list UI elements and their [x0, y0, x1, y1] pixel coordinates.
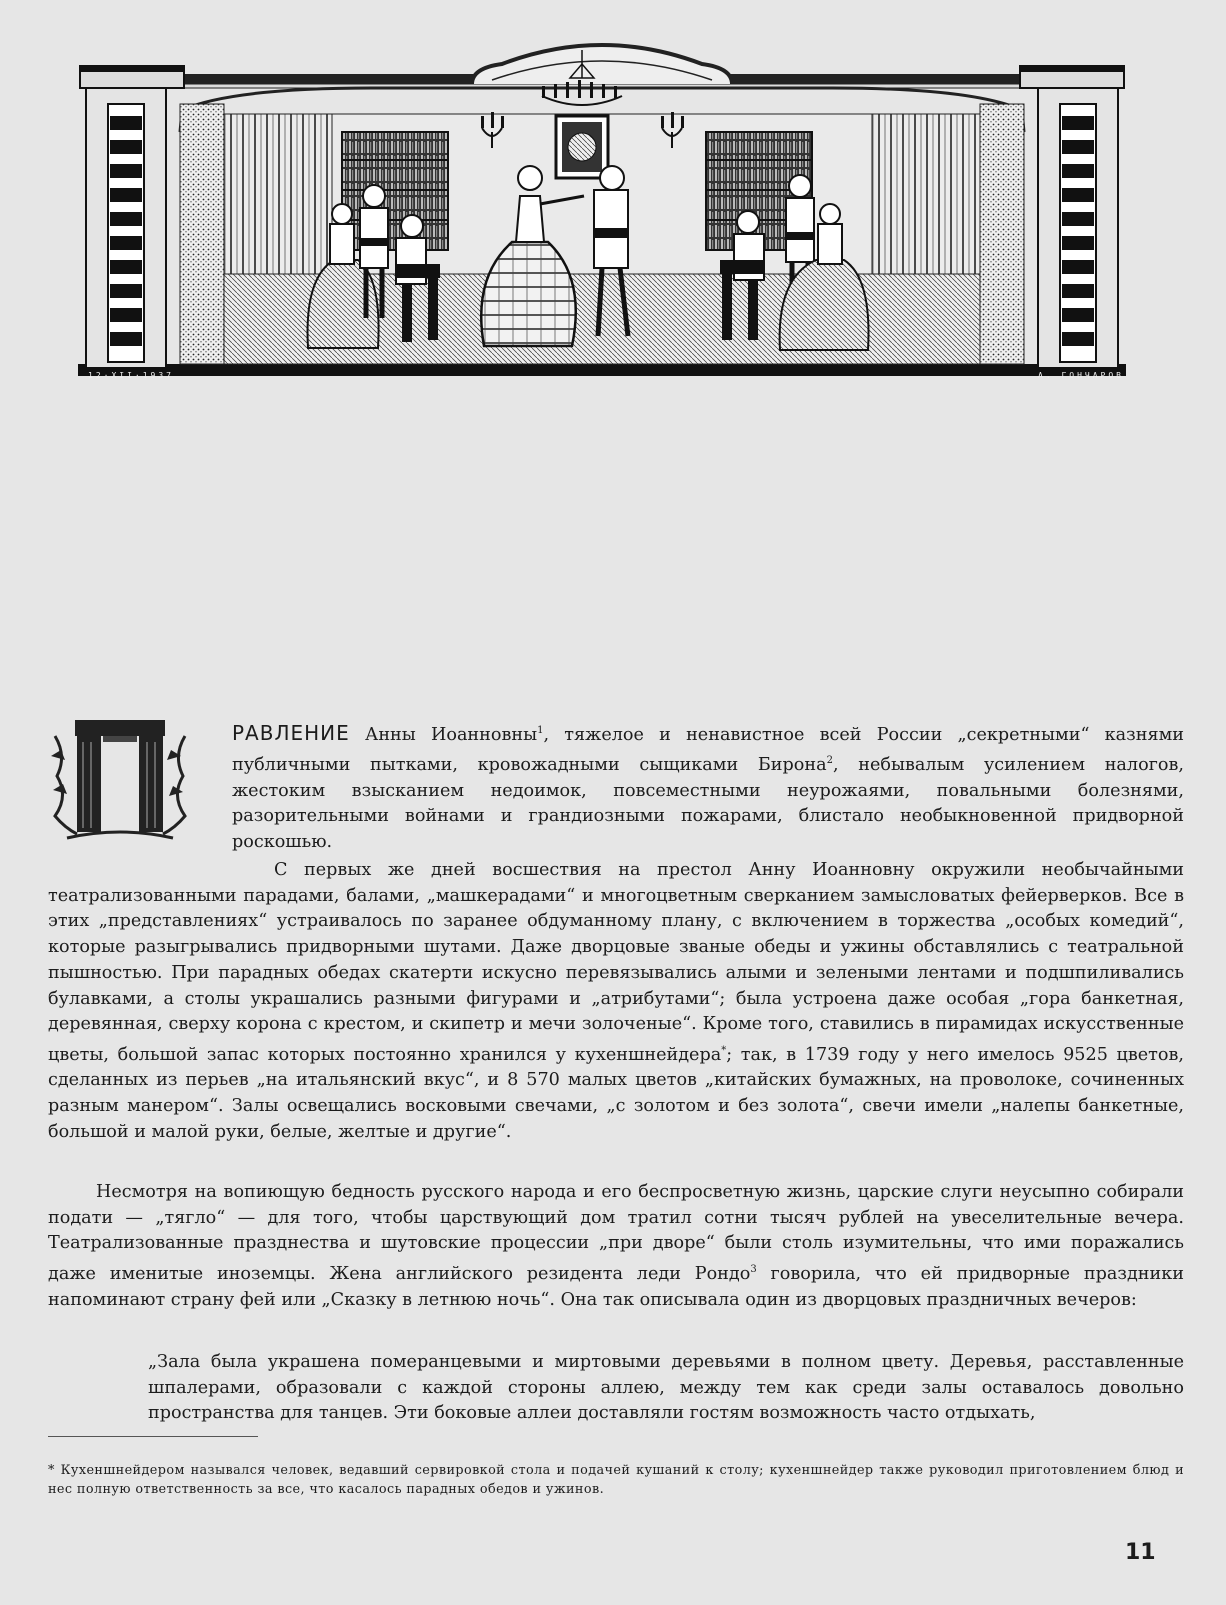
lead-text-3: , небывалым усилением налогов, жестоким взысканием недоимок, повсеместными неурожаями, повальными болезнями, разорительными войнами и грандиозными пожарами, блистало необыкновенной придворной роскошью. [232, 755, 1184, 852]
footnote-divider [48, 1436, 258, 1437]
theater-stage-illustration [72, 28, 1132, 393]
lead-text-1: Анны Иоанновны [349, 724, 538, 745]
footnote-star-ref: * [721, 1044, 727, 1056]
quote-paragraph: „Зала была украшена померанцевыми и миртовыми деревьями в полном цвету. Деревья, расставленные шпалерами, образовали с каждой стороны аллею, между тем как среди залы оставалось довольно пространства для танцев. Эти боковые аллеи доставляли гостям возможность часто отдыхать, [148, 1352, 1184, 1424]
lead-capitals: РАВЛЕНИЕ [232, 720, 350, 745]
paragraph-2-text-b: говорила, что ей придворные праздники напоминают страну фей или „Сказку в летнюю ночь“. Она так описывала один из дворцовых праздничных вечеров: [48, 1263, 1184, 1310]
paragraph-2-text-a: Несмотря на вопиющую бедность русского народа и его беспросветную жизнь, царские слуги неусыпно собирали подати — „тягло“ — для того, чтобы царствующий дом тратил сотни тысяч рублей на увеселительные вечера. Театрализованные празднества и шутовские процессии „при дворе“ были столь изумительны, что ими поражались даже именитые иноземцы. Жена английского резидента леди Рондо [48, 1182, 1184, 1284]
left-wall-texture [180, 104, 224, 364]
footnote-ref-3: 3 [750, 1264, 757, 1276]
illustration-date: 12·XII·1937 [88, 371, 174, 380]
left-bookcase [342, 132, 448, 250]
footnote-ref-1: 1 [537, 725, 544, 736]
left-column [80, 66, 184, 368]
illustrator-signature: А. ГОНЧАРОВ [1038, 371, 1124, 380]
lead-paragraph [232, 718, 1184, 855]
footnote-ref-2: 2 [826, 755, 833, 767]
ornamental-drop-cap-letter-p [47, 716, 193, 842]
lead-text-2: , тяжелое и ненавистное всей России „секретными“ казнями публичными пытками, кровожадными сыщиками Бирона [232, 724, 1184, 776]
paragraph-2 [48, 1180, 1184, 1313]
right-wall-texture [980, 104, 1024, 364]
paragraph-1-text-b: ; так, в 1739 году у него имелось 9525 цветов, сделанных из перьев „на итальянский вкус“, и 8 570 малых цветов „китайских бумажных, на проволоке, сочиненных разным манером“. Залы освещались восковыми свечами, „с золотом и без золота“, свечи имели „налепы банкетные, большой и малой руки, белые, желтые и другие“. [48, 1044, 1184, 1142]
paragraph-1 [48, 858, 1184, 1146]
footnote: * Кухеншнейдером назывался человек, ведавший сервировкой стола и подачей кушаний к столу; кухеншнейдер также руководил приготовлением блюд и нес полную ответственность за все, что касалось парадных обедов и ужинов. [48, 1463, 1184, 1497]
right-column [1020, 66, 1124, 368]
framed-portrait [556, 116, 608, 178]
page-number: 11 [1125, 1540, 1156, 1565]
paragraph-1-text-a: С первых же дней восшествия на престол Анну Иоанновну окружили необычайными театрализованными парадами, балами, „машкерадами“ и многоцветным сверканием замысловатых фейерверков. Все в этих „представлениях“ устраивалось по заранее обдуманному плану, с включением в торжества „особых комедий“, которые разыгрывались придворными шутами. Даже дворцовые званые обеды и ужины обставлялись с театральной пышностью. При парадных обедах скатерти искусно перевязывались алыми и зелеными лентами и подшпиливались булавками, а столы украшались разными фигурами и „атрибутами“; была устроена даже особая „гора банкетная, деревянная, сверху корона с крестом, и скипетр и мечи золоченые“. Кроме того, ставились в пирамидах искусственные цветы, большой запас которых постоянно хранился у кухеншнейдера [48, 860, 1184, 1065]
